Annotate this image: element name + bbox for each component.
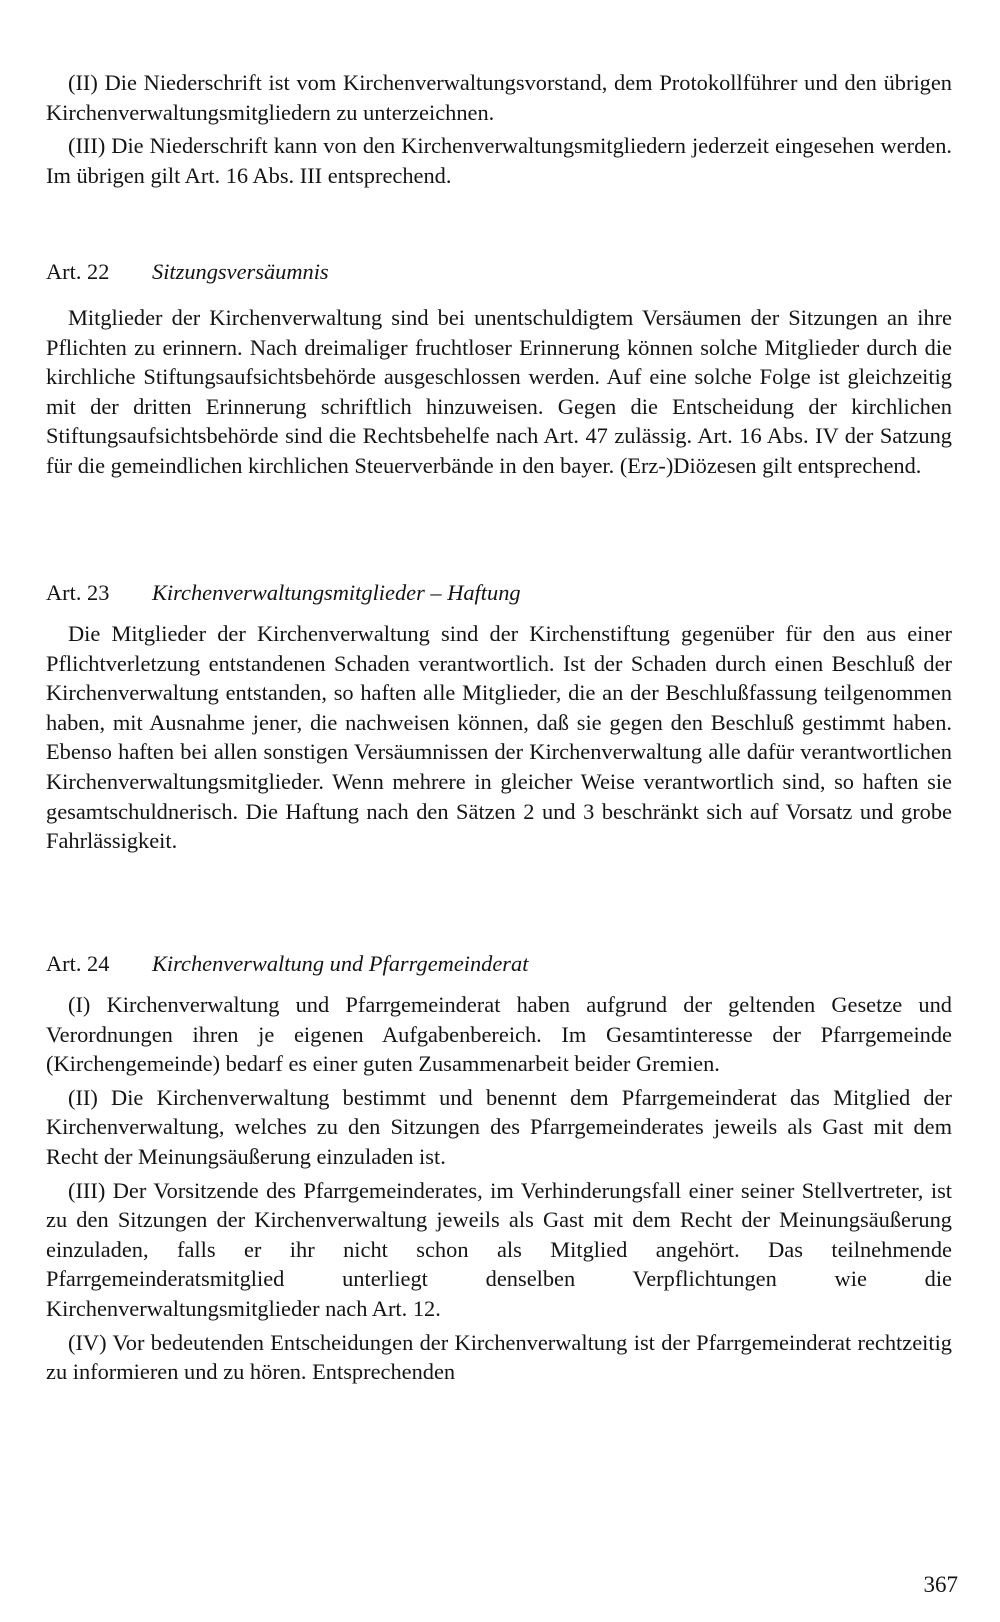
paragraph: Mitglieder der Kirchenverwaltung sind bei unentschuldigtem Versäumen der Sitzungen an ihre Pflichten zu erinnern. Nach dreimaliger fruchtloser Erinnerung können solche Mitglieder durch die kirchliche Stiftungsaufsichtsbehörde ausgeschlossen werden. Auf eine solche Folge ist gleichzeitig mit der dritten Erinnerung schriftlich hinzuweisen. Gegen die Entscheidung der kirchlichen Stiftungsaufsichtsbehörde sind die Rechtsbehelfe nach Art. 47 zulässig. Art. 16 Abs. IV der Satzung für die gemeindlichen kirchlichen Steuerverbände in den bayer. (Erz-)Diözesen gilt entsprechend. [46,305,952,478]
paragraph: (II) Die Kirchenverwaltung bestimmt und benennt dem Pfarrgemeinderat das Mitglied der Kirchenverwaltung, welches zu den Sitzungen des Pfarrgemeinderates jeweils als Gast mit dem Recht der Meinungsäußerung einzuladen ist. [46,1084,952,1169]
article-number: Art. 22 [46,259,110,284]
paragraph: (I) Kirchenverwaltung und Pfarrgemeinderat haben aufgrund der geltenden Gesetze und Verordnungen ihren je eigenen Aufgabenbereich. Im Gesamtinteresse der Pfarrgemeinde (Kirchengemeinde) bedarf es einer guten Zusammenarbeit beider Gremien. [46,992,952,1077]
art24-body [46,990,952,1387]
art24-heading [46,949,952,979]
intro-section [46,68,952,190]
paragraph: (III) Die Niederschrift kann von den Kirchenverwaltungsmitgliedern jederzeit eingesehen werden. Im übrigen gilt Art. 16 Abs. III entsprechend. [46,133,952,188]
article-number: Art. 24 [46,951,110,976]
paragraph: (IV) Vor bedeutenden Entscheidungen der Kirchenverwaltung ist der Pfarrgemeinderat rechtzeitig zu informieren und zu hören. Entsprechenden [46,1329,952,1385]
paragraph: Die Mitglieder der Kirchenverwaltung sind der Kirchenstiftung gegenüber für den aus einer Pflichtverletzung entstandenen Schaden verantwortlich. Ist der Schaden durch einen Beschluß der Kirchenverwaltung entstanden, so haften alle Mitglieder, die an der Beschlußfassung teilgenommen haben, mit Ausnahme jener, die nachweisen können, daß sie gegen den Beschluß gestimmt haben. Ebenso haften bei allen sonstigen Versäumnissen der Kirchenverwaltung alle dafür verantwortlichen Kirchenverwaltungsmitglieder. Wenn mehrere in gleicher Weise verantwortlich sind, so haften sie gesamtschuldnerisch. Die Haftung nach den Sätzen 2 und 3 beschränkt sich auf Vorsatz und grobe Fahrlässigkeit. [46,621,952,854]
art23-body [46,619,952,856]
paragraph: (III) Der Vorsitzende des Pfarrgemeinderates, im Verhinderungsfall einer seiner Stellvertreter, ist zu den Sitzungen der Kirchenverwaltung jeweils als Gast mit dem Recht der Meinungsäußerung einzuladen, falls er ihr nicht schon als Mitglied angehört. Das teilnehmende Pfarrgemeinderatsmitglied unterliegt denselben Verpflichtungen wie die Kirchenverwaltungsmitglieder nach Art. 12. [46,1177,952,1321]
article-title: Kirchenverwaltung und Pfarrgemeinderat [152,951,529,976]
art23-heading [46,578,952,608]
art22-heading [46,257,952,287]
art22-body [46,303,952,481]
article-title: Kirchenverwaltungsmitglieder – Haftung [152,580,521,605]
article-number: Art. 23 [46,580,110,605]
paragraph: (II) Die Niederschrift ist vom Kirchenverwaltungsvorstand, dem Protokollführer und den übrigen Kirchenverwaltungsmitgliedern zu unterzeichnen. [46,70,952,125]
page-number: 367 [923,1572,958,1597]
article-title: Sitzungsversäumnis [152,259,329,284]
